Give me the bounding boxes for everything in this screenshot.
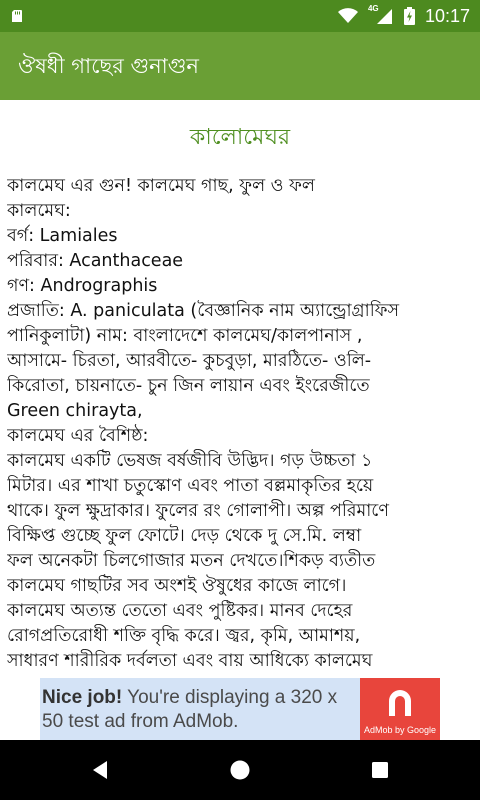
article-line: কালমেঘ: [7,201,71,221]
ad-banner[interactable] [40,678,440,740]
article-line: ফল অনেকটা চিলগোজার মতন দেখতে।শিকড় ব্যতীত [7,551,376,571]
home-icon [229,759,251,781]
article-line: কালমেঘ একটি ভেষজ বর্ষজীবি উদ্ভিদ। গড় উচ্চতা ১ [7,451,373,471]
article-line: রোগপ্রতিরোধী শক্তি বৃদ্ধি করে। জ্বর, কৃমি, আমাশয়, [7,626,361,646]
article-line: আসামে- চিরতা, আরবীতে- কুচবুড়া, মারঠিতে- ওলি- [7,351,372,371]
admob-logo-icon[interactable] [360,678,440,740]
network-type-label: 4G [367,4,379,13]
battery-charging-icon [404,7,415,25]
article-line: কালমেঘ গাছটির সব অংশই ঔষুধের কাজে লাগে। [7,576,347,596]
article-line: গণ: Andrographis [7,276,158,296]
sd-card-icon [10,9,24,23]
article-line: মিটার। এর শাখা চতুস্কোণ এবং পাতা বল্লমাকৃতির হয়ে [7,476,374,496]
back-button[interactable] [70,740,130,800]
article-line: Green chirayta, [7,401,143,421]
app-title: ঔষধী গাছের গুনাগুন [18,54,199,78]
ad-logo-caption: AdMob by Google [363,725,437,735]
back-icon [90,759,110,781]
status-bar [0,0,480,32]
article-line: বর্গ: Lamiales [7,226,118,246]
home-button[interactable] [210,740,270,800]
article-line: কিরোতা, চায়নাতে- চুন জিন লায়ান এবং ইংরেজীতে [7,376,370,396]
article-line: কালমেঘ এর গুন! কালমেঘ গাছ, ফুল ও ফল [7,176,315,196]
signal-icon [367,4,394,25]
article-line: থাকে। ফুল ক্ষুদ্রাকার। ফুলের রং গোলাপী। অল্প পরিমাণে [7,501,389,521]
navigation-bar [0,740,480,800]
article-line: সাধারণ শারীরিক দর্বলতা এবং বায় আধিক্যে কালমেঘ [7,651,373,671]
article-line: পরিবার: Acanthaceae [7,251,184,271]
recents-icon [370,760,390,780]
article-line: কালমেঘ অত্যন্ত তেতো এবং পুষ্টিকর। মানব দেহের [7,601,353,621]
status-icons [338,0,470,32]
ad-body: You're displaying a 320 x 50 test ad from AdMob. [42,687,338,732]
clock: 10:17 [424,5,470,26]
article-line: পানিকুলাটা) নাম: বাংলাদেশে কালমেঘ/কালপানাস , [7,326,363,346]
article-line: প্রজাতি: A. paniculata (বৈজ্ঞানিক নাম অ্যান্ড্রোগ্রাফিস [7,301,400,321]
article-body [7,174,472,674]
recents-button[interactable] [350,740,410,800]
ad-headline: Nice job! [42,687,123,708]
article-scroll-area[interactable] [0,100,480,678]
wifi-icon [338,8,358,24]
article-title: কালোমেঘর [189,125,291,150]
article-line: কালমেঘ এর বৈশিষ্ঠ: [7,426,149,446]
article-line: বিক্ষিপ্ত গুচ্ছে ফুল ফোটে। দেড় থেকে দু সে.মি. লম্বা [7,526,362,546]
ad-text [40,686,362,734]
app-bar [0,32,480,100]
admob-mark-icon [387,688,413,718]
